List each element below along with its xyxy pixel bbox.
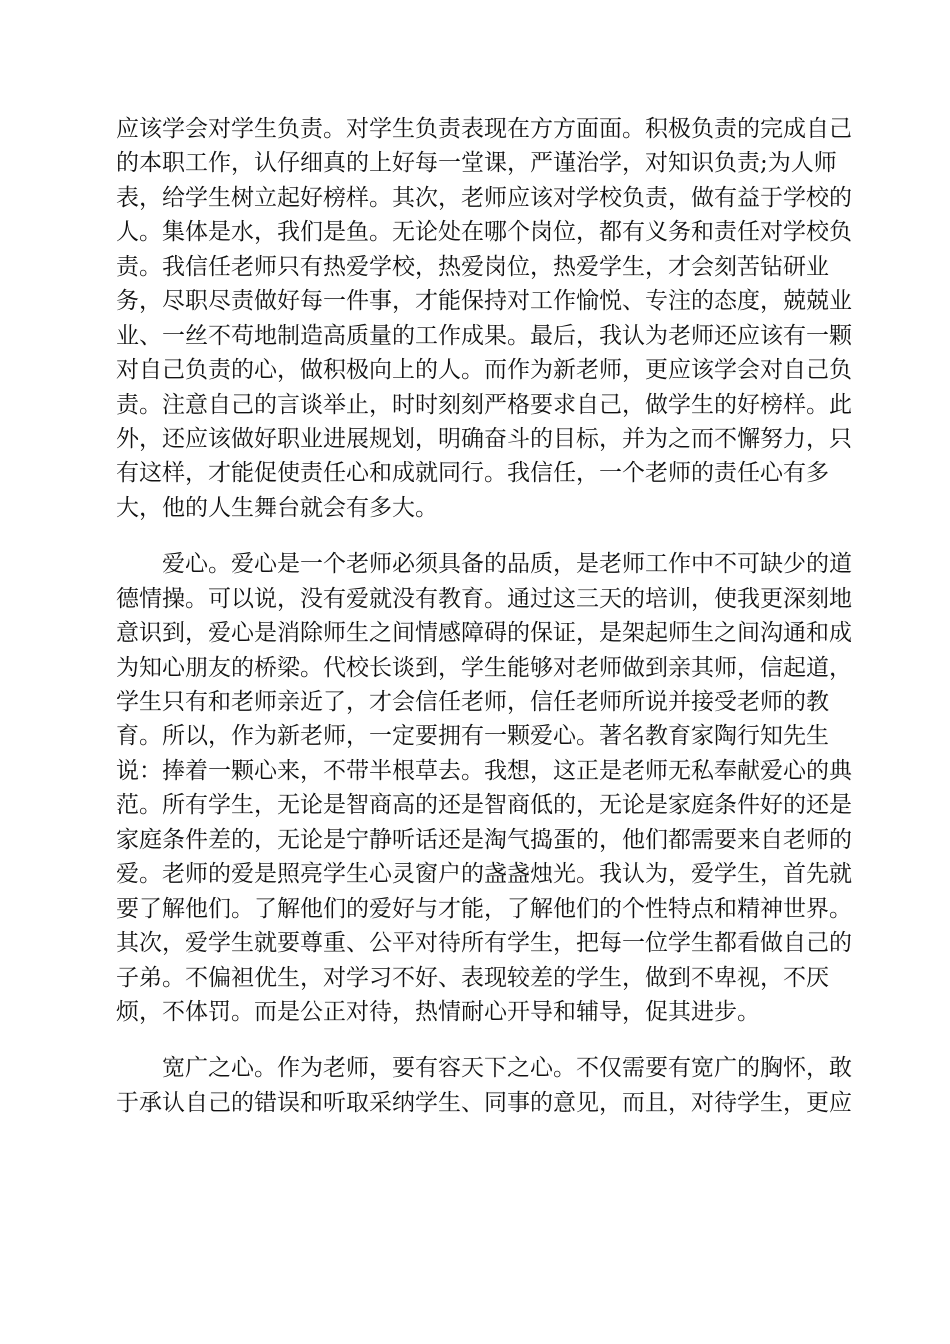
text-line: 子弟。不偏袒优生，对学习不好、表现较差的学生，做到不卑视，不厌 xyxy=(116,964,829,991)
paragraph-responsibility xyxy=(116,112,852,525)
text-line: 为知心朋友的桥梁。代校长谈到，学生能够对老师做到亲其师，信起道， xyxy=(116,654,852,681)
text-line: 说：捧着一颗心来，不带半根草去。我想，这正是老师无私奉献爱心的典 xyxy=(116,757,852,784)
text-line: 于承认自己的错误和听取采纳学生、同事的意见，而且，对待学生，更应 xyxy=(116,1089,852,1116)
text-line: 大，他的人生舞台就会有多大。 xyxy=(116,494,438,521)
text-line: 对自己负责的心，做积极向上的人。而作为新老师，更应该学会对自己负 xyxy=(116,357,852,384)
text-line: 意识到，爱心是消除师生之间情感障碍的保证，是架起师生之间沟通和成 xyxy=(116,620,852,647)
paragraph-gap xyxy=(116,1029,836,1051)
text-line: 家庭条件差的，无论是宁静听话还是淘气捣蛋的，他们都需要来自老师的 xyxy=(116,826,852,853)
text-line: 范。所有学生，无论是智商高的还是智商低的，无论是家庭条件好的还是 xyxy=(116,792,852,819)
paragraph-broadmind xyxy=(116,1051,852,1120)
text-line: 表，给学生树立起好榜样。其次，老师应该对学校负责，做有益于学校的 xyxy=(116,184,852,211)
text-line: 务，尽职尽责做好每一件事，才能保持对工作愉悦、专注的态度，兢兢业 xyxy=(116,288,852,315)
text-line: 有这样，才能促使责任心和成就同行。我信任，一个老师的责任心有多 xyxy=(116,460,829,487)
text-line: 爱。老师的爱是照亮学生心灵窗户的盏盏烛光。我认为，爱学生，首先就 xyxy=(116,861,852,888)
text-line: 烦，不体罚。而是公正对待，热情耐心开导和辅导，促其进步。 xyxy=(116,998,760,1025)
text-line: 要了解他们。了解他们的爱好与才能，了解他们的个性特点和精神世界。 xyxy=(116,895,852,922)
text-line: 责。我信任老师只有热爱学校，热爱岗位，热爱学生，才会刻苦钻研业 xyxy=(116,253,829,280)
text-line: 爱心。爱心是一个老师必须具备的品质，是老师工作中不可缺少的道 xyxy=(162,551,852,578)
text-line: 德情操。可以说，没有爱就没有教育。通过这三天的培训，使我更深刻地 xyxy=(116,585,852,612)
text-line: 其次，爱学生就要尊重、公平对待所有学生，把每一位学生都看做自己的 xyxy=(116,930,852,957)
text-line: 外，还应该做好职业进展规划，明确奋斗的目标，并为之而不懈努力，只 xyxy=(116,425,852,452)
text-line: 业、一丝不苟地制造高质量的工作成果。最后，我认为老师还应该有一颗 xyxy=(116,322,852,349)
text-line: 育。所以，作为新老师，一定要拥有一颗爱心。著名教育家陶行知先生 xyxy=(116,723,829,750)
text-line: 人。集体是水，我们是鱼。无论处在哪个岗位，都有义务和责任对学校负 xyxy=(116,219,852,246)
paragraph-love xyxy=(116,547,852,1029)
document-body xyxy=(116,112,852,1120)
text-line: 责。注意自己的言谈举止，时时刻刻严格要求自己，做学生的好榜样。此 xyxy=(116,391,852,418)
text-line: 的本职工作，认仔细真的上好每一堂课，严谨治学，对知识负责;为人师 xyxy=(116,150,837,177)
text-line: 学生只有和老师亲近了，才会信任老师，信任老师所说并接受老师的教 xyxy=(116,689,829,715)
text-line: 宽广之心。作为老师，要有容天下之心。不仅需要有宽广的胸怀，敢 xyxy=(162,1055,852,1082)
text-line: 应该学会对学生负责。对学生负责表现在方方面面。积极负责的完成自己 xyxy=(116,116,852,142)
paragraph-gap xyxy=(116,525,836,547)
